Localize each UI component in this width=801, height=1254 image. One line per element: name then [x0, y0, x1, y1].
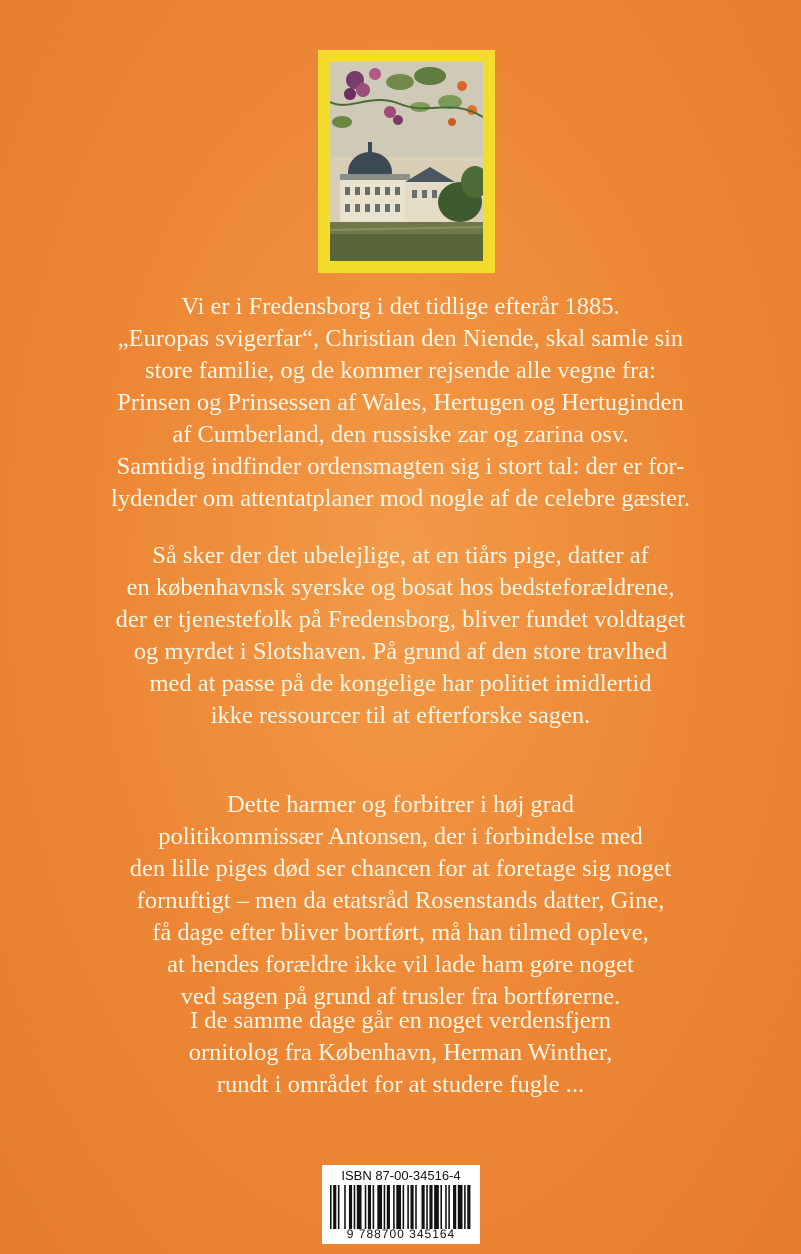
ean-number: 9 788700 345164	[346, 1227, 456, 1241]
isbn-barcode	[322, 1165, 480, 1244]
blurb-line: at hendes forældre ikke vil lade ham gøre noget	[167, 951, 634, 978]
barcode-bar	[354, 1185, 356, 1229]
barcode-bar	[415, 1185, 417, 1229]
blurb-line: få dage efter bliver bortført, må han tilmed opleve,	[152, 919, 649, 946]
blurb-line: I de samme dage går en noget verdensfjern	[189, 1007, 612, 1034]
barcode-bar	[440, 1185, 442, 1229]
barcode-bar	[426, 1185, 428, 1229]
barcode-bar	[344, 1185, 346, 1229]
barcode-bar	[333, 1185, 336, 1229]
barcode-bar	[445, 1185, 447, 1229]
barcode-bar	[464, 1185, 466, 1229]
barcode-bar	[403, 1185, 405, 1229]
blurb-line: rundt i området for at studere fugle ...	[216, 1071, 585, 1098]
blurb-paragraph-4	[40, 1005, 761, 1101]
blurb-line: lydender om attentatplaner mod nogle af de celebre gæster.	[111, 485, 690, 512]
barcode-bar	[396, 1185, 401, 1229]
blurb-line: politikommissær Antonsen, der i forbindelse med	[158, 823, 643, 850]
blurb-line: Prinsen og Prinsessen af Wales, Hertugen og Hertuginden	[117, 389, 684, 416]
blurb-paragraph-2	[40, 540, 761, 732]
cover-illustration	[318, 50, 495, 273]
barcode-bar	[349, 1185, 352, 1229]
blurb-line: „Europas svigerfar“, Christian den Niende, skal samle sin	[117, 325, 684, 352]
barcode-bar	[422, 1185, 425, 1229]
barcode-bar	[384, 1185, 386, 1229]
barcode-bar	[387, 1185, 390, 1229]
blurb-line: ornitolog fra København, Herman Winther,	[188, 1039, 613, 1066]
blurb-paragraph-1	[40, 291, 761, 515]
barcode-bar	[373, 1185, 375, 1229]
blurb-line: Så sker der det ubelejlige, at en tiårs pige, datter af	[152, 542, 649, 569]
barcode-bar	[338, 1185, 340, 1229]
blurb-line: Vi er i Fredensborg i det tidlige efterår 1885.	[181, 293, 620, 320]
blurb-line: Dette harmer og forbitrer i høj grad	[227, 791, 574, 818]
blurb-line: ved sagen på grund af trusler fra bortførerne.	[180, 983, 621, 1010]
blurb-line: og myrdet i Slotshaven. På grund af den store travlhed	[133, 638, 668, 665]
blurb-line: en københavnsk syerske og bosat hos bedsteforældrene,	[126, 574, 675, 601]
blurb-line: store familie, og de kommer rejsende alle vegne fra:	[145, 357, 656, 384]
barcode-bar	[377, 1185, 382, 1229]
blurb-line: ikke ressourcer til at efterforske sagen.	[210, 702, 591, 729]
barcode-bar	[368, 1185, 371, 1229]
blurb-line: fornuftigt – men da etatsråd Rosenstands datter, Gine,	[136, 887, 665, 914]
isbn-number: ISBN 87-00-34516-4	[341, 1168, 461, 1183]
barcode-bar	[393, 1185, 395, 1229]
blurb-paragraph-3	[40, 789, 761, 1013]
barcode-bar	[429, 1185, 432, 1229]
blurb-line: den lille piges død ser chancen for at foretage sig noget	[129, 855, 672, 882]
barcode-bar	[448, 1185, 450, 1229]
barcode-bar	[410, 1185, 413, 1229]
fredensborg-palace-painting	[330, 62, 483, 261]
barcode-bar	[365, 1185, 367, 1229]
blurb-line: med at passe på de kongelige har politiet imidlertid	[149, 670, 652, 697]
barcode-bar	[458, 1185, 463, 1229]
barcode-bar	[357, 1185, 362, 1229]
barcode-bars	[330, 1185, 472, 1229]
blurb-line: der er tjenestefolk på Fredensborg, bliver fundet voldtaget	[115, 606, 686, 633]
barcode-bar	[467, 1185, 470, 1229]
barcode-bar	[434, 1185, 439, 1229]
barcode-bar	[453, 1185, 456, 1229]
blurb-line: Samtidig indfinder ordensmagten sig i stort tal: der er for-	[116, 453, 685, 480]
blurb-line: af Cumberland, den russiske zar og zarina osv.	[172, 421, 629, 448]
barcode-bar	[330, 1185, 332, 1229]
barcode-bar	[407, 1185, 409, 1229]
